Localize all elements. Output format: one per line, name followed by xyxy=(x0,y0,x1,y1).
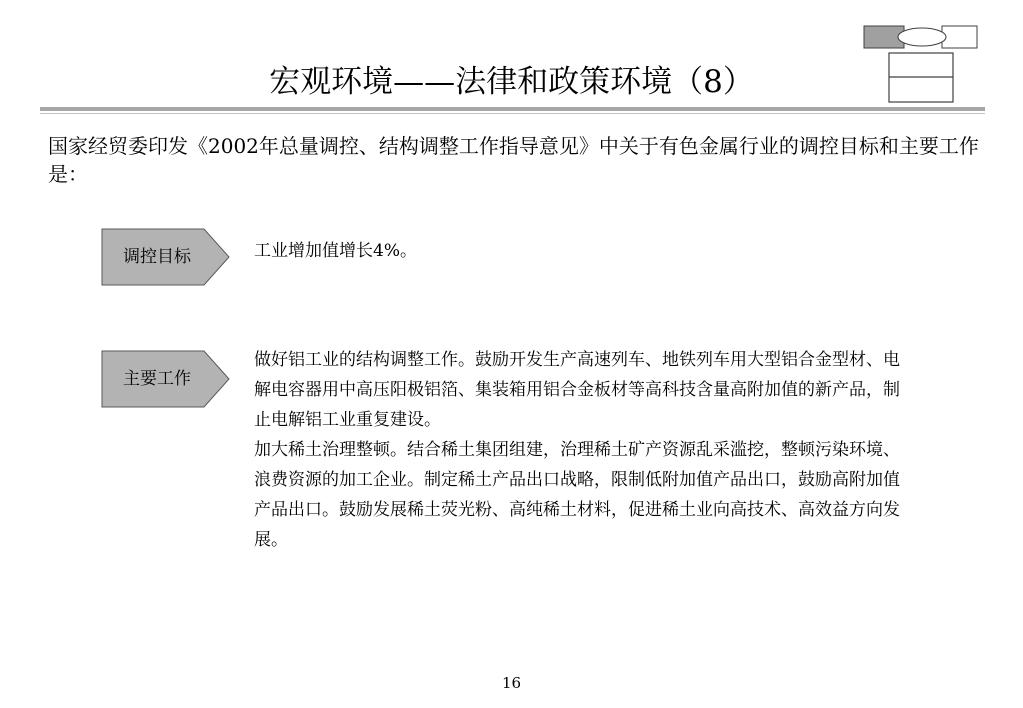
title-divider xyxy=(40,107,985,111)
main-work-description xyxy=(254,345,914,555)
tag-label: 调控目标 xyxy=(123,247,191,267)
tag-main-work xyxy=(101,350,231,408)
paragraph-rare-earth: 加大稀土治理整顿。结合稀土集团组建，治理稀土矿产资源乱采滥挖，整顿污染环境、浪费资源的加工企业。制定稀土产品出口战略，限制低附加值产品出口，鼓励高附加值产品出口。鼓励发展稀土荧光粉、高纯稀土材料，促进稀土业向高技术、高效益方向发展。 xyxy=(254,440,900,550)
paragraph: 工业增加值增长4%。 xyxy=(254,241,417,261)
page-title: 宏观环境——法律和政策环境（8） xyxy=(269,64,754,100)
target-description xyxy=(254,238,914,264)
paragraph-aluminum: 做好铝工业的结构调整工作。鼓励开发生产高速列车、地铁列车用大型铝合金型材、电解电容器用中高压阳极铝箔、集装箱用铝合金板材等高科技含量高附加值的新产品，制止电解铝工业重复建设。 xyxy=(254,350,900,430)
page-number: 16 xyxy=(501,674,522,692)
tag-target xyxy=(101,228,231,286)
tag-label: 主要工作 xyxy=(123,369,191,389)
title-divider-thin xyxy=(40,113,985,114)
intro-text: 国家经贸委印发《2002年总量调控、结构调整工作指导意见》中关于有色金属行业的调控目标和主要工作是： xyxy=(48,134,979,186)
